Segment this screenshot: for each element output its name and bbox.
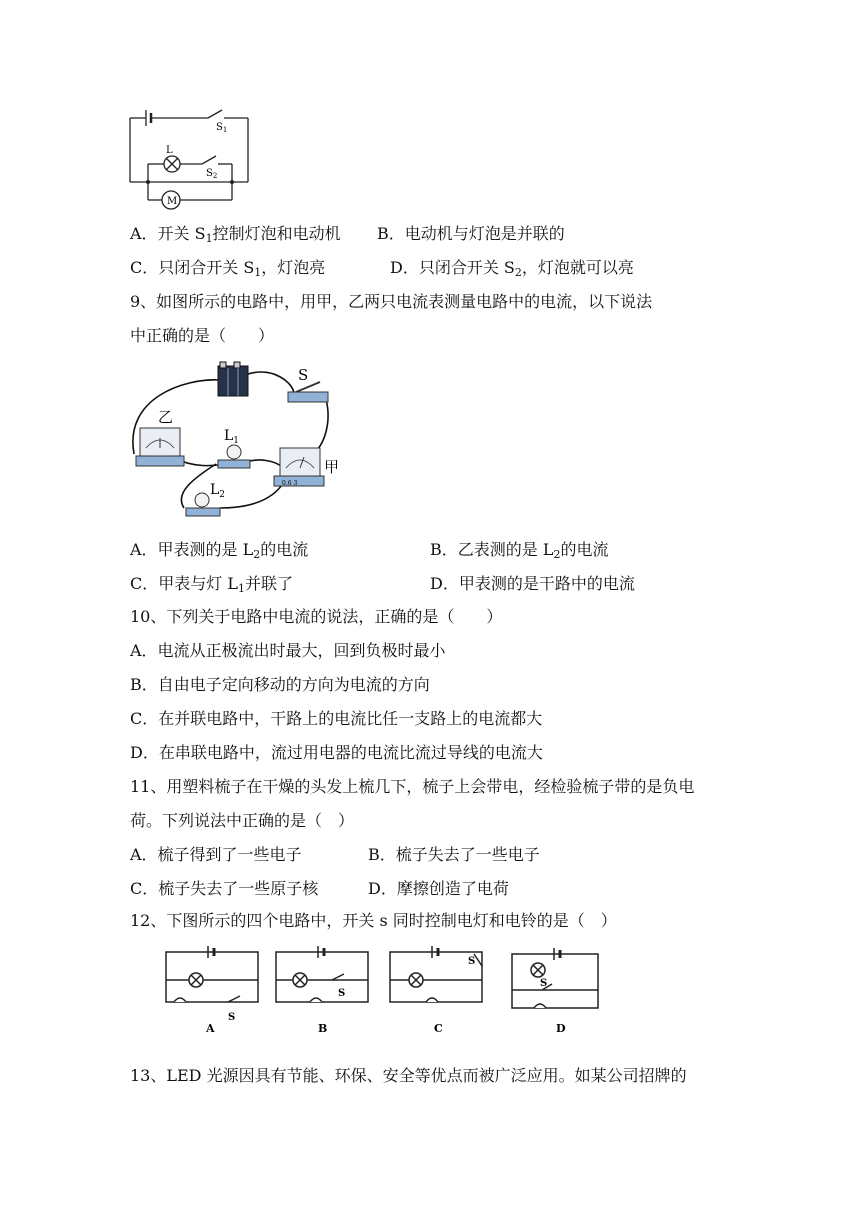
q9-l1-label: $L_1$ <box>224 428 240 446</box>
q12-switch-label-d: S <box>540 978 548 989</box>
q9-yi-label: 乙 <box>158 408 174 426</box>
lamp-l1 <box>218 445 250 468</box>
q13-stem-line1: 13、LED 光源因具有节能、环保、安全等优点而被广泛应用。如某公司招牌的 <box>130 1066 687 1085</box>
q12-label-d: D <box>556 1022 566 1035</box>
q8-lamp-label: L <box>166 145 173 156</box>
ammeter-yi <box>136 428 184 466</box>
q11-option-b: B．梳子失去了一些电子 <box>368 845 540 864</box>
q8-s1-label: $S_1$ <box>216 122 228 134</box>
q9-option-a: A．甲表测的是 $L_2$的电流 <box>130 540 309 561</box>
q12-switch-label-b: S <box>338 988 346 999</box>
q8-motor-label: M <box>167 196 178 207</box>
q12-switch-label-a: S <box>228 1012 236 1023</box>
q12-label-b: B <box>318 1022 328 1035</box>
q9-stem-line2: 中正确的是（ ） <box>130 326 275 345</box>
q9-jia-ticks: 0.6 3 <box>282 480 298 487</box>
q9-s-label: S <box>298 366 309 384</box>
q11-stem-line1: 11、用塑料梳子在干燥的头发上梳几下，梳子上会带电，经检验梳子带的是负电 <box>130 777 695 796</box>
q9-option-c: C．甲表与灯 $L_1$并联了 <box>130 574 293 595</box>
q8-option-a: A．开关 $S_1$控制灯泡和电动机 <box>130 224 341 245</box>
q11-stem-line2: 荷。下列说法中正确的是（ ） <box>130 811 355 830</box>
q12-switch-label-c: S <box>468 956 476 967</box>
q10-option-c: C．在并联电路中，干路上的电流比任一支路上的电流都大 <box>130 709 543 728</box>
q10-option-b: B．自由电子定向移动的方向为电流的方向 <box>130 675 430 694</box>
q10-option-a: A．电流从正极流出时最大，回到负极时最小 <box>130 641 446 660</box>
q9-circuit-photo <box>124 358 344 528</box>
battery-pack <box>218 362 248 396</box>
q8-s2-label: $S_2$ <box>206 168 218 180</box>
q8-option-b: B．电动机与灯泡是并联的 <box>377 224 565 243</box>
q8-option-c: C．只闭合开关 $S_1$，灯泡亮 <box>130 258 326 279</box>
q9-jia-label: 甲 <box>324 458 340 476</box>
q8-circuit-diagram <box>120 104 260 212</box>
q12-label-a: A <box>206 1022 215 1035</box>
q11-option-c: C．梳子失去了一些原子核 <box>130 879 319 898</box>
q9-option-b: B．乙表测的是 $L_2$的电流 <box>430 540 609 561</box>
q12-stem: 12、下图所示的四个电路中，开关 s 同时控制电灯和电铃的是（ ） <box>130 911 617 930</box>
q8-option-d: D．只闭合开关 $S_2$，灯泡就可以亮 <box>390 258 634 279</box>
q9-stem-line1: 9、如图所示的电路中，用甲，乙两只电流表测量电路中的电流，以下说法 <box>130 292 653 311</box>
q9-option-d: D．甲表测的是干路中的电流 <box>430 574 635 593</box>
q12-label-c: C <box>434 1022 443 1035</box>
q10-stem: 10、下列关于电路中电流的说法，正确的是（ ） <box>130 607 503 626</box>
switch-s <box>288 382 328 402</box>
q9-l2-label: $L_2$ <box>210 482 226 500</box>
q11-option-d: D．摩擦创造了电荷 <box>368 879 509 898</box>
q10-option-d: D．在串联电路中，流过用电器的电流比流过导线的电流大 <box>130 743 543 762</box>
q11-option-a: A．梳子得到了一些电子 <box>130 845 302 864</box>
q12-circuits <box>158 940 608 1040</box>
